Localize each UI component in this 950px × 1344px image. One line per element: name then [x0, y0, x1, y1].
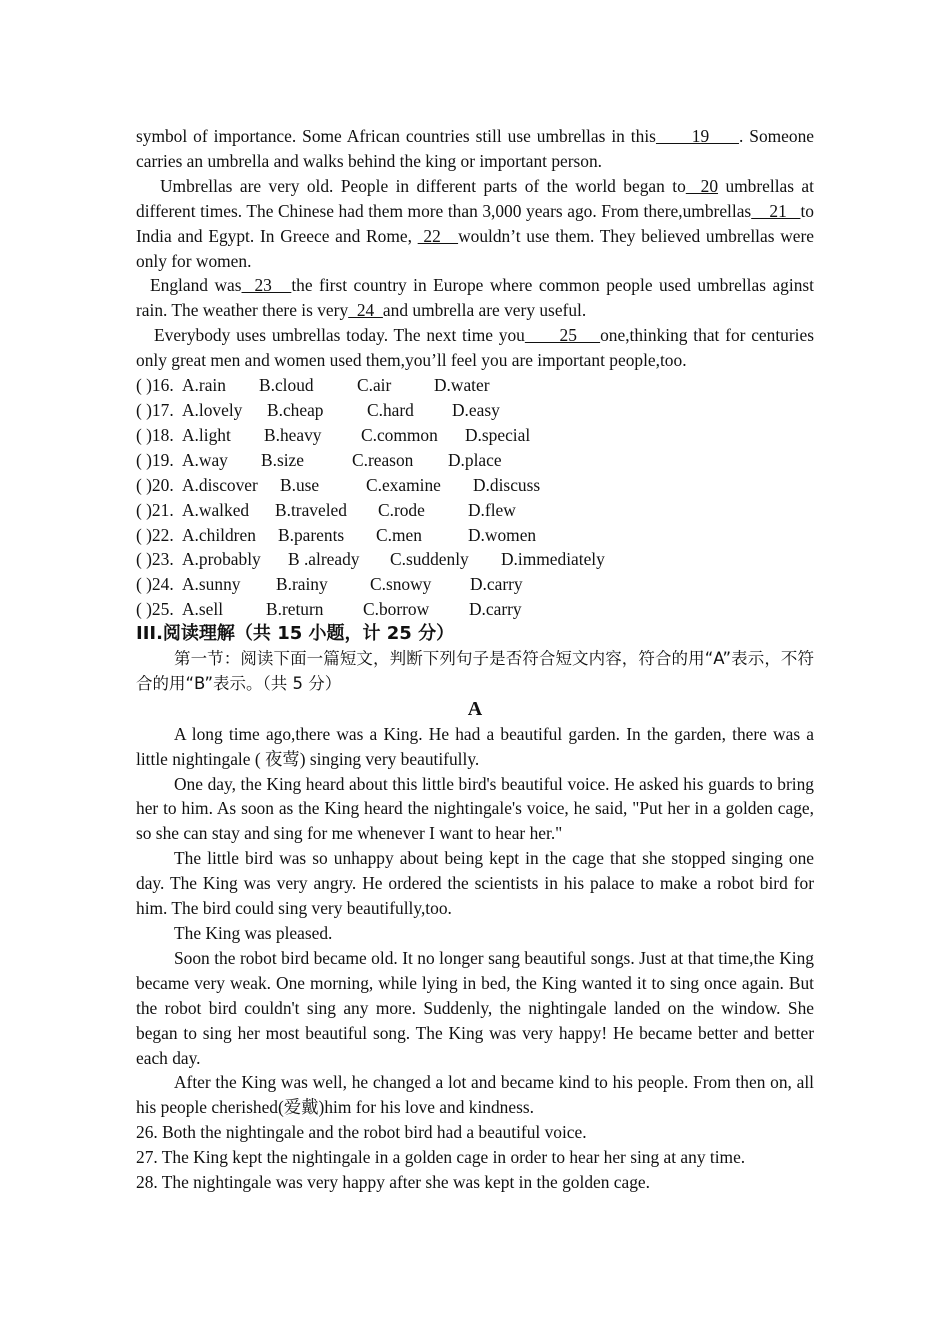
- choice-d: D.water: [434, 375, 490, 396]
- choice-c: C.snowy: [370, 574, 432, 595]
- option-row-16: [136, 373, 814, 398]
- option-row-22: [136, 523, 814, 548]
- choice-b: B.traveled: [275, 499, 347, 520]
- question-number: ( )18.: [136, 424, 174, 445]
- choice-b: B.cloud: [259, 375, 314, 396]
- passage-text: Umbrellas are very old. People in different parts of the world began to: [160, 175, 686, 196]
- statement-28: 28. The nightingale was very happy after she was kept in the golden cage.: [136, 1172, 650, 1193]
- choice-d: D.place: [448, 449, 502, 470]
- question-number: ( )16.: [136, 375, 174, 396]
- choice-b: B.parents: [278, 524, 345, 545]
- choice-d: D.flew: [468, 499, 516, 520]
- choice-a: A.discover: [182, 474, 258, 495]
- option-row-19: [136, 448, 814, 473]
- choice-a: A.light: [182, 424, 231, 445]
- option-row-24: [136, 572, 814, 597]
- blank-21: 21: [751, 200, 801, 221]
- option-row-18: [136, 423, 814, 448]
- choice-d: D.immediately: [501, 549, 605, 570]
- choice-b: B.heavy: [264, 424, 322, 445]
- story-paragraph-3: The little bird was so unhappy about being kept in the cage that she stopped singing one day. The King was very angry. He ordered the scientists in his palace to make a robot bird for him. The bird could sing very beautifully,too.: [136, 848, 814, 919]
- options-list: [136, 373, 814, 622]
- choice-d: D.women: [468, 524, 537, 545]
- option-row-20: [136, 473, 814, 498]
- choice-a: A.children: [182, 524, 256, 545]
- choice-c: C.rode: [378, 499, 425, 520]
- choice-a: A.sell: [182, 599, 224, 620]
- question-number: ( )22.: [136, 524, 174, 545]
- question-number: ( )25.: [136, 599, 174, 620]
- story-paragraph-6: After the King was well, he changed a lot and became kind to his people. From then on, all his people cherished(爱戴)him for his love and kindness.: [136, 1072, 814, 1118]
- choice-b: B.rainy: [276, 574, 328, 595]
- choice-c: C.borrow: [363, 599, 430, 620]
- passage-paragraph-3: [136, 273, 814, 323]
- choice-c: C.men: [376, 524, 422, 545]
- choice-c: C.common: [361, 424, 438, 445]
- passage-text: to India and Egypt. In Greece and Rome,: [136, 200, 814, 246]
- blank-23: 23: [241, 275, 292, 296]
- question-number: ( )20.: [136, 474, 174, 495]
- passage-text: and umbrella are very useful.: [382, 300, 587, 321]
- story-paragraph-5: Soon the robot bird became old. It no longer sang beautiful songs. Just at that time,the King became very weak. One morning, while lying in bed, the King wanted it to sing once again. But the robot bird couldn't sing any more. Suddenly, the nightingale landed on the window. She began to sing her most beautiful song. The King was very happy! He became better and better each day.: [136, 947, 814, 1068]
- choice-c: C.suddenly: [390, 549, 469, 570]
- passage-text: one,thinking that for centuries only great men and women used them,you’ll feel you are important people,too.: [136, 325, 814, 371]
- passage-paragraph-2: [136, 174, 814, 274]
- question-number: ( )19.: [136, 449, 174, 470]
- passage-paragraph-1: [136, 124, 814, 174]
- passage-paragraph-4: [136, 323, 814, 373]
- passage-text: umbrellas at different times. The Chinese had them more than 3,000 years ago. From there,umbrellas: [136, 175, 814, 221]
- choice-b: B .already: [288, 549, 360, 570]
- choice-c: C.examine: [366, 474, 441, 495]
- passage-text: Everybody uses umbrellas today. The next time you: [154, 325, 525, 346]
- passage-text: England was: [150, 275, 242, 296]
- section-title: III.阅读理解（共 15 小题，计 25 分）: [136, 623, 455, 645]
- blank-22: 22: [417, 225, 459, 246]
- choice-a: A.rain: [182, 375, 226, 396]
- question-number: ( )24.: [136, 574, 174, 595]
- choice-b: B.use: [280, 474, 320, 495]
- passage-text: symbol of importance. Some African countries still use umbrellas in this: [136, 126, 656, 146]
- passage-text: . Someone carries an umbrella and walks behind the king or important person.: [136, 126, 815, 171]
- blank-20: 20: [685, 175, 719, 196]
- passage-heading: A: [467, 697, 483, 720]
- choice-a: A.walked: [182, 499, 250, 520]
- story-paragraph-1: A long time ago,there was a King. He had a beautiful garden. In the garden, there was a little nightingale ( 夜莺) singing very beautifully.: [136, 723, 814, 769]
- choice-d: D.easy: [452, 399, 500, 420]
- choice-d: D.discuss: [473, 474, 541, 495]
- choice-d: D.special: [465, 424, 531, 445]
- choice-a: A.sunny: [182, 574, 241, 595]
- choice-a: A.probably: [182, 549, 261, 570]
- question-number: ( )17.: [136, 399, 174, 420]
- story-paragraph-2: One day, the King heard about this little bird's beautiful voice. He asked his guards to bring her to him. As soon as the King heard the nightingale's voice, he said, "Put her in a golden cage, so she can stay and sing for me whenever I want to hear her.": [136, 773, 814, 844]
- choice-a: A.way: [182, 449, 228, 470]
- blank-19: 19: [655, 126, 739, 146]
- choice-b: B.return: [266, 599, 324, 620]
- story-paragraph-4: The King was pleased.: [174, 923, 333, 943]
- question-number: ( )23.: [136, 549, 174, 570]
- statement-26: 26. Both the nightingale and the robot bird had a beautiful voice.: [136, 1122, 587, 1143]
- choice-b: B.cheap: [267, 399, 324, 420]
- choice-c: C.hard: [367, 399, 414, 420]
- blank-24: 24: [348, 300, 383, 321]
- choice-c: C.air: [357, 375, 392, 396]
- option-row-17: [136, 398, 814, 423]
- option-row-21: [136, 498, 814, 523]
- choice-b: B.size: [261, 449, 304, 470]
- choice-d: D.carry: [470, 574, 523, 595]
- option-row-23: [136, 547, 814, 572]
- option-row-25: [136, 597, 814, 622]
- choice-d: D.carry: [469, 599, 522, 620]
- choice-c: C.reason: [352, 449, 414, 470]
- blank-25: 25: [524, 325, 601, 346]
- section-instruction: 第一节：阅读下面一篇短文，判断下列句子是否符合短文内容，符合的用“A”表示，不符合的用“B”表示。（共 5 分）: [136, 649, 814, 693]
- document-page: [136, 124, 814, 1195]
- passage-text: the first country in Europe where common people used umbrellas aginst rain. The weather there is very: [136, 275, 815, 321]
- passage-text: wouldn’t use them. They believed umbrellas were only for women.: [136, 225, 815, 271]
- statement-27: 27. The King kept the nightingale in a golden cage in order to hear her sing at any time.: [136, 1147, 746, 1168]
- question-number: ( )21.: [136, 499, 174, 520]
- choice-a: A.lovely: [182, 399, 243, 420]
